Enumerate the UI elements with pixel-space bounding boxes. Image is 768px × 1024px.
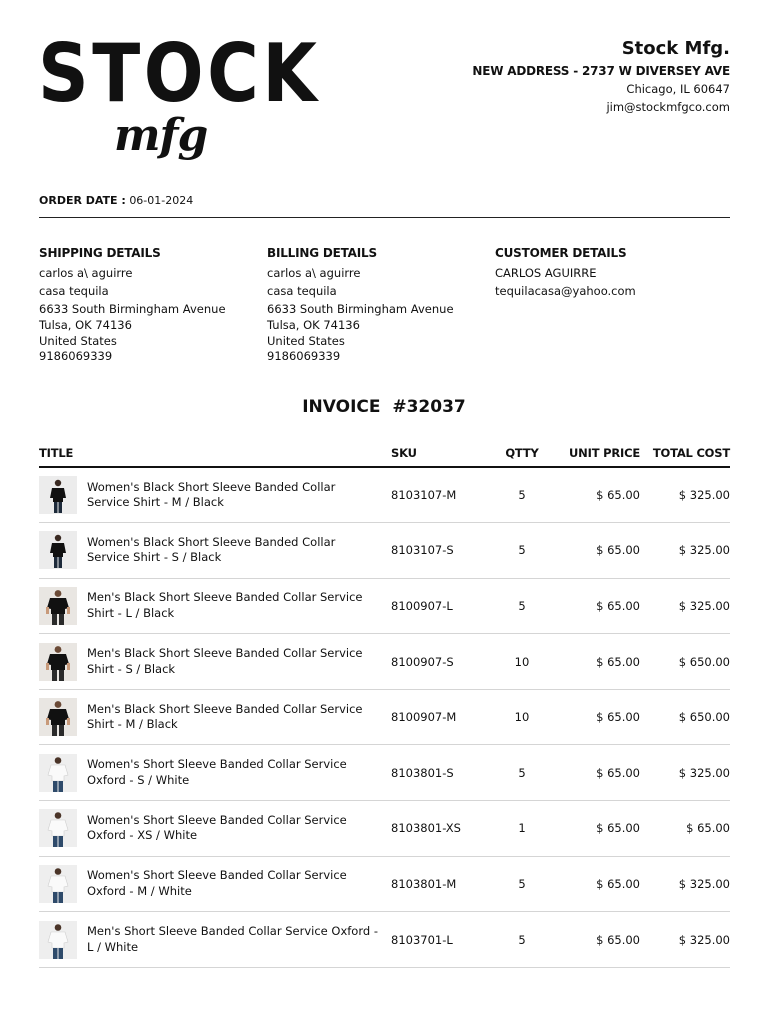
customer-line: tequilacasa@yahoo.com — [495, 284, 636, 298]
cell-total-cost: $ 325.00 — [640, 467, 730, 523]
cell-unit-price: $ 65.00 — [553, 689, 640, 745]
cell-total-cost: $ 325.00 — [640, 578, 730, 634]
column-header-sku: SKU — [391, 439, 491, 467]
invoice-title — [0, 397, 768, 417]
shipping-line: carlos a\ aguirre — [39, 266, 133, 280]
cell-sku: 8103107-S — [391, 523, 491, 579]
table-row — [39, 467, 730, 523]
product-title: Men's Black Short Sleeve Banded Collar Service Shirt - L / Black — [87, 590, 363, 620]
cell-sku: 8100907-M — [391, 689, 491, 745]
cell-qty: 10 — [491, 689, 553, 745]
billing-details — [267, 246, 495, 365]
cell-title — [39, 856, 391, 912]
table-header-row — [39, 439, 730, 467]
cell-title — [39, 523, 391, 579]
product-cell — [39, 698, 391, 736]
column-header-qty: QTTY — [491, 439, 553, 467]
product-cell — [39, 921, 391, 959]
table-row — [39, 634, 730, 690]
cell-qty: 5 — [491, 467, 553, 523]
product-title: Women's Black Short Sleeve Banded Collar Service Shirt - S / Black — [87, 534, 336, 565]
cell-total-cost: $ 325.00 — [640, 856, 730, 912]
cell-total-cost: $ 325.00 — [640, 523, 730, 579]
cell-sku: 8100907-S — [391, 634, 491, 690]
line-items-table — [39, 439, 730, 968]
cell-unit-price: $ 65.00 — [553, 578, 640, 634]
order-date-label: ORDER DATE : — [39, 194, 126, 207]
shipping-line: casa tequila — [39, 284, 109, 298]
product-cell — [39, 531, 391, 569]
product-title: Men's Short Sleeve Banded Collar Service Oxford - L / White — [87, 924, 378, 954]
table-row — [39, 689, 730, 745]
cell-unit-price: $ 65.00 — [553, 745, 640, 801]
cell-unit-price: $ 65.00 — [553, 856, 640, 912]
cell-sku: 8103801-S — [391, 745, 491, 801]
shipping-details — [39, 246, 267, 365]
cell-sku: 8100907-L — [391, 578, 491, 634]
company-address: NEW ADDRESS - 2737 W DIVERSEY AVE — [472, 64, 730, 78]
company-name: Stock Mfg. — [621, 38, 730, 59]
billing-line: carlos a\ aguirre — [267, 266, 361, 280]
customer-heading: CUSTOMER DETAILS — [495, 246, 627, 260]
company-info — [472, 38, 730, 116]
cell-unit-price: $ 65.00 — [553, 467, 640, 523]
order-date-value: 06-01-2024 — [129, 194, 194, 207]
cell-qty: 5 — [491, 523, 553, 579]
cell-title — [39, 912, 391, 968]
cell-total-cost: $ 650.00 — [640, 634, 730, 690]
product-thumbnail — [39, 865, 77, 903]
shipping-heading: SHIPPING DETAILS — [39, 246, 161, 260]
cell-total-cost: $ 650.00 — [640, 689, 730, 745]
table-row — [39, 578, 730, 634]
customer-line: CARLOS AGUIRRE — [495, 266, 597, 280]
table-row — [39, 856, 730, 912]
product-cell — [39, 754, 391, 792]
table-row — [39, 523, 730, 579]
table-row — [39, 912, 730, 968]
shipping-line: Tulsa, OK 74136 — [39, 318, 132, 332]
product-title: Men's Black Short Sleeve Banded Collar Service Shirt - M / Black — [87, 701, 363, 732]
product-title: Women's Black Short Sleeve Banded Collar Service Shirt - M / Black — [87, 479, 336, 510]
billing-line: 9186069339 — [267, 349, 341, 363]
product-cell — [39, 476, 391, 514]
cell-unit-price: $ 65.00 — [553, 523, 640, 579]
cell-unit-price: $ 65.00 — [553, 801, 640, 857]
billing-heading: BILLING DETAILS — [267, 246, 377, 260]
product-cell — [39, 809, 391, 847]
column-header-total-cost: TOTAL COST — [640, 439, 730, 467]
cell-total-cost: $ 325.00 — [640, 745, 730, 801]
cell-sku: 8103701-L — [391, 912, 491, 968]
billing-line: casa tequila — [267, 284, 337, 298]
product-thumbnail — [39, 754, 77, 792]
product-title: Men's Black Short Sleeve Banded Collar Service Shirt - S / Black — [87, 646, 363, 676]
shipping-line: 9186069339 — [39, 349, 113, 363]
product-cell — [39, 643, 391, 681]
product-thumbnail — [39, 643, 77, 681]
cell-qty: 5 — [491, 912, 553, 968]
shipping-line: 6633 South Birmingham Avenue — [39, 302, 226, 316]
cell-sku: 8103107-M — [391, 467, 491, 523]
cell-sku: 8103801-XS — [391, 801, 491, 857]
billing-line: United States — [267, 333, 345, 348]
cell-qty: 5 — [491, 578, 553, 634]
company-city: Chicago, IL 60647 — [626, 82, 730, 96]
product-cell — [39, 587, 391, 625]
company-email[interactable]: jim@stockmfgco.com — [606, 100, 730, 114]
product-thumbnail — [39, 921, 77, 959]
table-row — [39, 745, 730, 801]
cell-qty: 1 — [491, 801, 553, 857]
cell-total-cost: $ 65.00 — [640, 801, 730, 857]
product-title: Women's Short Sleeve Banded Collar Service Oxford - M / White — [87, 868, 347, 898]
product-thumbnail — [39, 698, 77, 736]
cell-title — [39, 801, 391, 857]
cell-total-cost: $ 325.00 — [640, 912, 730, 968]
invoice-number: #32037 — [392, 397, 466, 417]
product-thumbnail — [39, 809, 77, 847]
cell-title — [39, 689, 391, 745]
invoice-label: INVOICE — [302, 397, 381, 417]
cell-qty: 10 — [491, 634, 553, 690]
company-logo — [38, 27, 321, 168]
product-cell — [39, 865, 391, 903]
logo-script: mfg — [114, 110, 208, 161]
cell-unit-price: $ 65.00 — [553, 912, 640, 968]
product-title: Women's Short Sleeve Banded Collar Service Oxford - XS / White — [87, 812, 347, 843]
billing-line: Tulsa, OK 74136 — [267, 318, 360, 332]
cell-title — [39, 745, 391, 801]
cell-qty: 5 — [491, 856, 553, 912]
order-date — [39, 194, 193, 207]
cell-qty: 5 — [491, 745, 553, 801]
cell-title — [39, 467, 391, 523]
header-divider — [39, 217, 730, 218]
logo-wordmark: STOCK — [38, 27, 321, 120]
column-header-unit-price: UNIT PRICE — [553, 439, 640, 467]
customer-details — [495, 246, 723, 365]
cell-unit-price: $ 65.00 — [553, 634, 640, 690]
cell-title — [39, 634, 391, 690]
cell-sku: 8103801-M — [391, 856, 491, 912]
product-title: Women's Short Sleeve Banded Collar Service Oxford - S / White — [87, 757, 347, 787]
product-thumbnail — [39, 476, 77, 514]
details-section — [39, 246, 739, 365]
product-thumbnail — [39, 587, 77, 625]
shipping-line: United States — [39, 333, 117, 348]
column-header-title: TITLE — [39, 439, 391, 467]
product-thumbnail — [39, 531, 77, 569]
table-row — [39, 801, 730, 857]
cell-title — [39, 578, 391, 634]
billing-line: 6633 South Birmingham Avenue — [267, 302, 454, 316]
